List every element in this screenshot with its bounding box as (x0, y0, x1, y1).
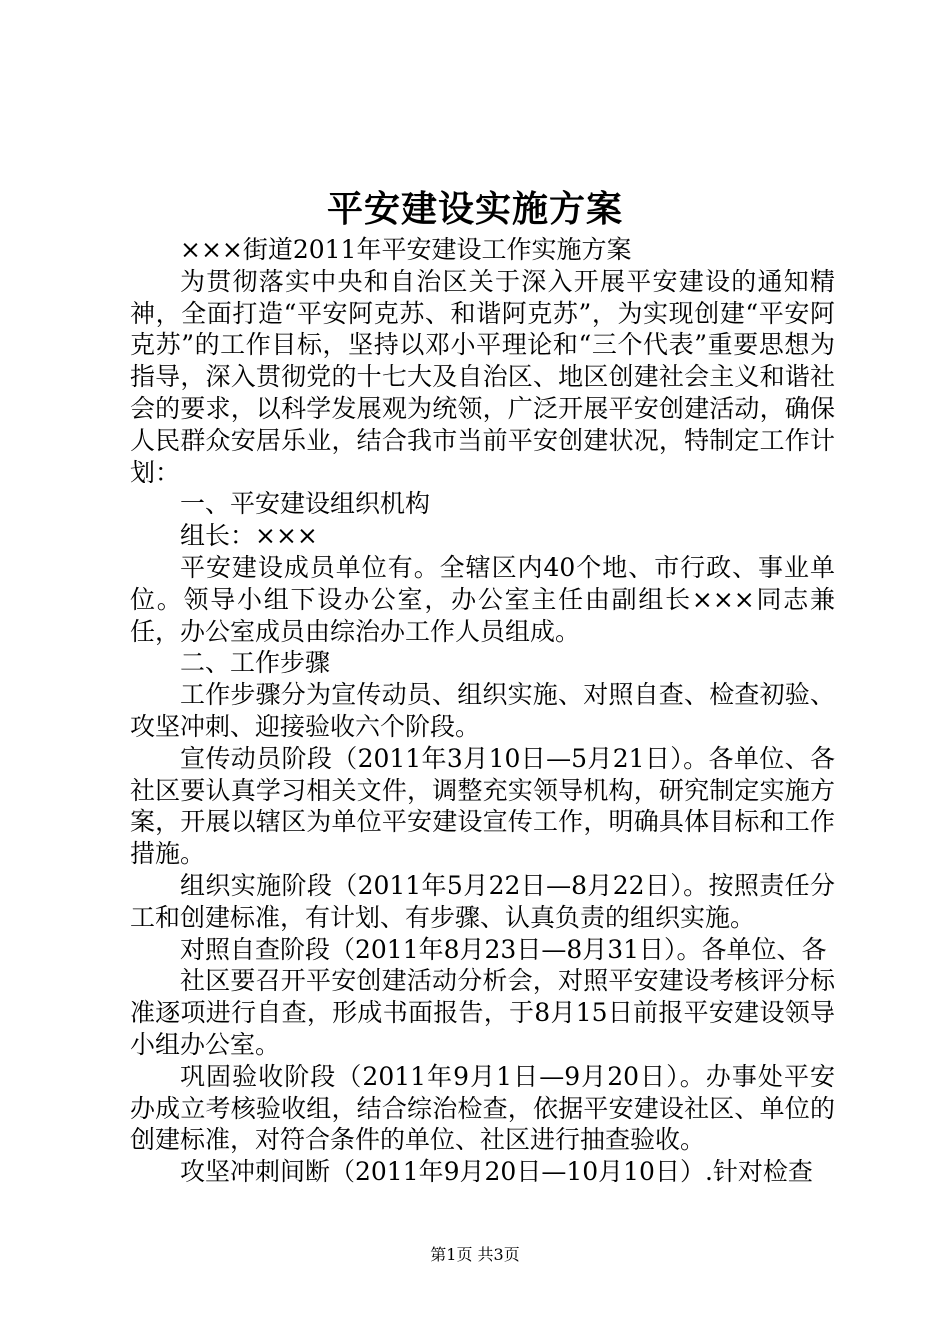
section-heading-steps: 二、工作步骤 (180, 648, 331, 678)
paragraph-members: 平安建设成员单位有。全辖区内40个地、市行政、事业单位。领导小组下设办公室，办公室主任由副组长×××同志兼任，办公室成员由综治办工作人员组成。 (130, 552, 835, 646)
paragraph-intro: 为贯彻落实中央和自治区关于深入开展平安建设的通知精神，全面打造“平安阿克苏、和谐阿克苏”，为实现创建“平安阿克苏”的工作目标，坚持以邓小平理论和“三个代表”重要思想为指导，深入贯彻党的十七大及自治区、地区创建社会主义和谐社会的要求，以科学发展观为统领，广泛开展平安创建活动，确保人民群众安居乐业，结合我市当前平安创建状况，特制定工作计划： (130, 266, 835, 487)
paragraph-stage-publicity: 宣传动员阶段（2011年3月10日—5月21日）。各单位、各社区要认真学习相关文件，调整充实领导机构，研究制定实施方案，开展以辖区为单位平安建设宣传工作，明确具体目标和工作措施。 (130, 743, 835, 869)
paragraph-leader: 组长：××× (180, 521, 318, 551)
paragraph-stage-acceptance: 巩固验收阶段（2011年9月1日—9月20日）。办事处平安办成立考核验收组，结合综治检查，依据平安建设社区、单位的创建标准，对符合条件的单位、社区进行抽查验收。 (130, 1061, 835, 1155)
document-title: 平安建设实施方案 (326, 188, 623, 230)
page-number-footer: 第1页 共3页 (430, 1245, 520, 1264)
paragraph-stage-self-check: 对照自查阶段（2011年8月23日—8月31日）。各单位、各 (180, 934, 827, 964)
paragraph-steps-overview: 工作步骤分为宣传动员、组织实施、对照自查、检查初验、攻坚冲刺、迎接验收六个阶段。 (130, 680, 835, 741)
paragraph-stage-sprint: 攻坚冲刺间断（2011年9月20日—10月10日）.针对检查 (180, 1157, 813, 1187)
section-heading-organization: 一、平安建设组织机构 (180, 489, 431, 519)
document-body (130, 234, 835, 1188)
paragraph-stage-implementation: 组织实施阶段（2011年5月22日—8月22日）。按照责任分工和创建标准，有计划、有步骤、认真负责的组织实施。 (130, 870, 835, 932)
paragraph-stage-self-check-cont: 社区要召开平安创建活动分析会，对照平安建设考核评分标准逐项进行自查，形成书面报告，于8月15日前报平安建设领导小组办公室。 (130, 966, 835, 1059)
document-subtitle: ×××街道2011年平安建设工作实施方案 (180, 235, 632, 264)
